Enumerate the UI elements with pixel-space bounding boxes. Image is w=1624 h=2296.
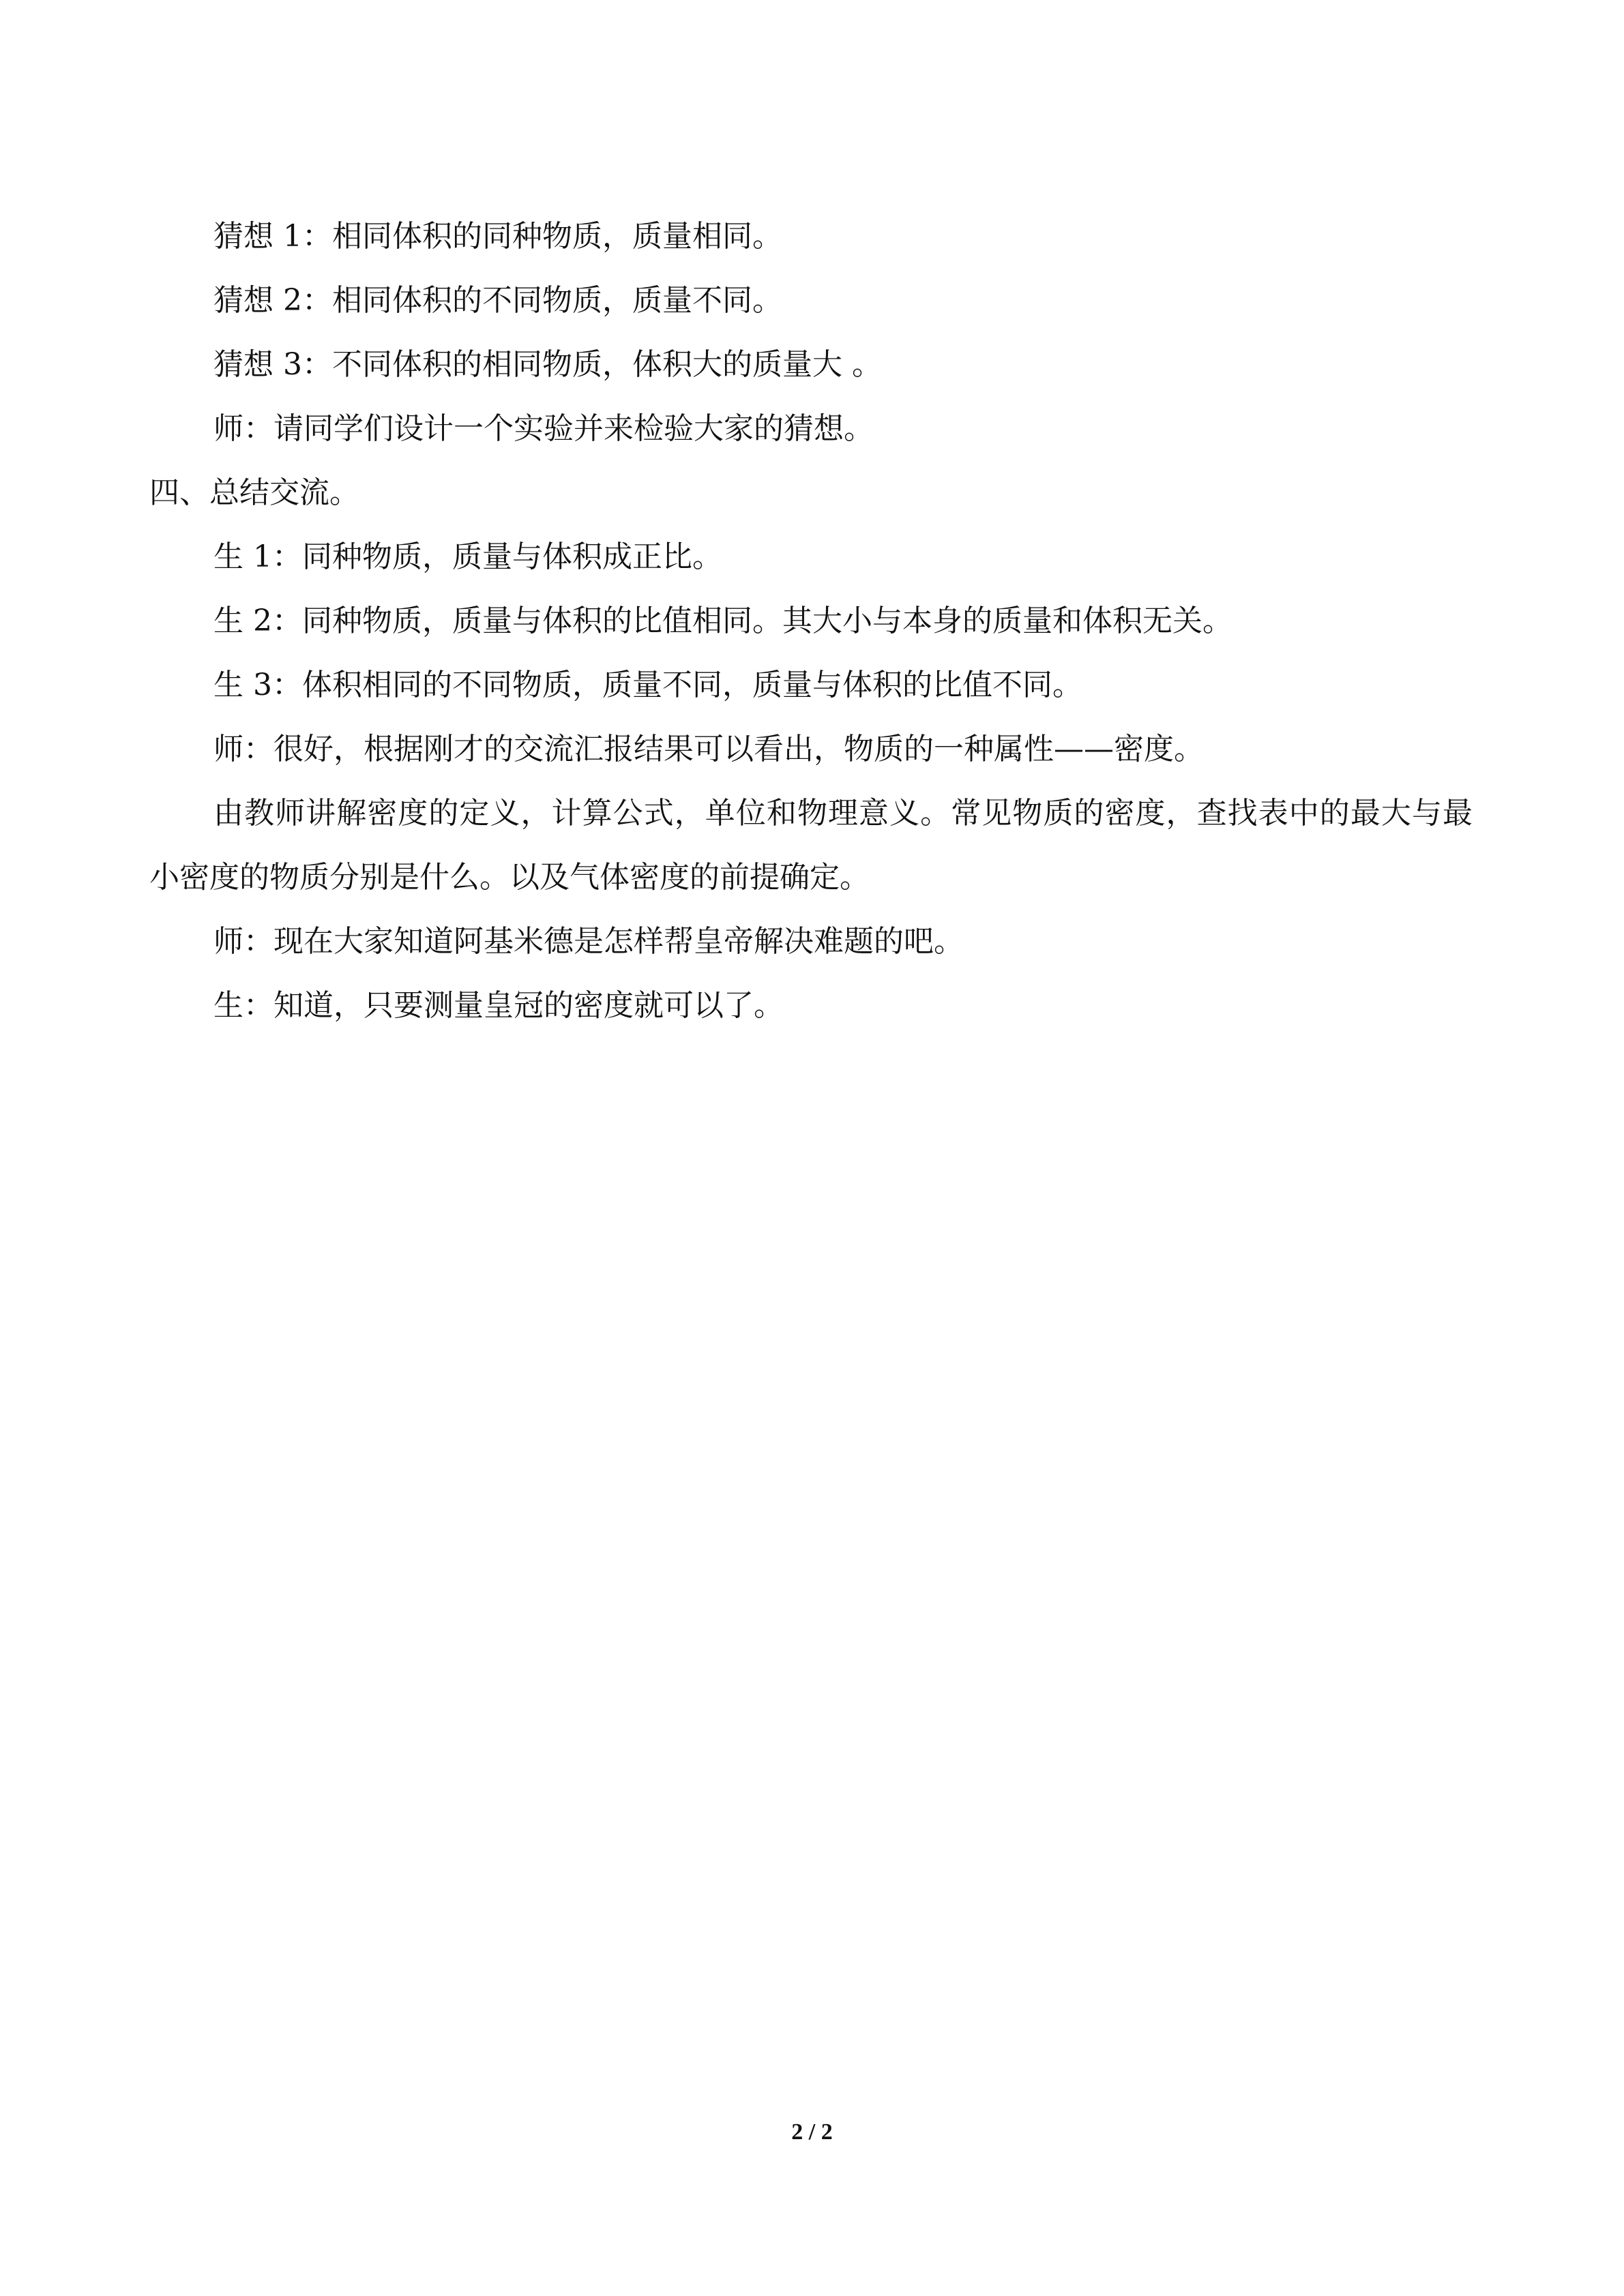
teacher-instruction: 师：请同学们设计一个实验并来检验大家的猜想。: [213, 411, 874, 446]
teacher-question: 师：现在大家知道阿基米德是怎样帮皇帝解决难题的吧。: [213, 924, 964, 959]
conjecture-3: 猜想 3：不同体积的相同物质，体积大的质量大 。: [213, 347, 882, 382]
page-number: 2 / 2: [791, 2119, 833, 2145]
student-1-answer: 生 1：同种物质，质量与体积成正比。: [213, 539, 722, 574]
teacher-summary: 师：很好，根据刚才的交流汇报结果可以看出，物质的一种属性——密度。: [213, 732, 1204, 766]
document-body: [149, 205, 1473, 1038]
section-heading: 四、总结交流。: [149, 475, 359, 510]
student-3-answer: 生 3：体积相同的不同物质，质量不同，质量与体积的比值不同。: [213, 668, 1082, 702]
density-explanation: 由教师讲解密度的定义，计算公式，单位和物理意义。常见物质的密度，查找表中的最大与最小密度的物质分别是什么。以及气体密度的前提确定。: [149, 796, 1473, 895]
student-2-answer: 生 2：同种物质，质量与体积的比值相同。其大小与本身的质量和体积无关。: [213, 603, 1232, 638]
conjecture-1: 猜想 1：相同体积的同种物质，质量相同。: [213, 219, 782, 254]
student-answer: 生：知道，只要测量皇冠的密度就可以了。: [213, 988, 784, 1023]
conjecture-2: 猜想 2：相同体积的不同物质，质量不同。: [213, 283, 782, 318]
